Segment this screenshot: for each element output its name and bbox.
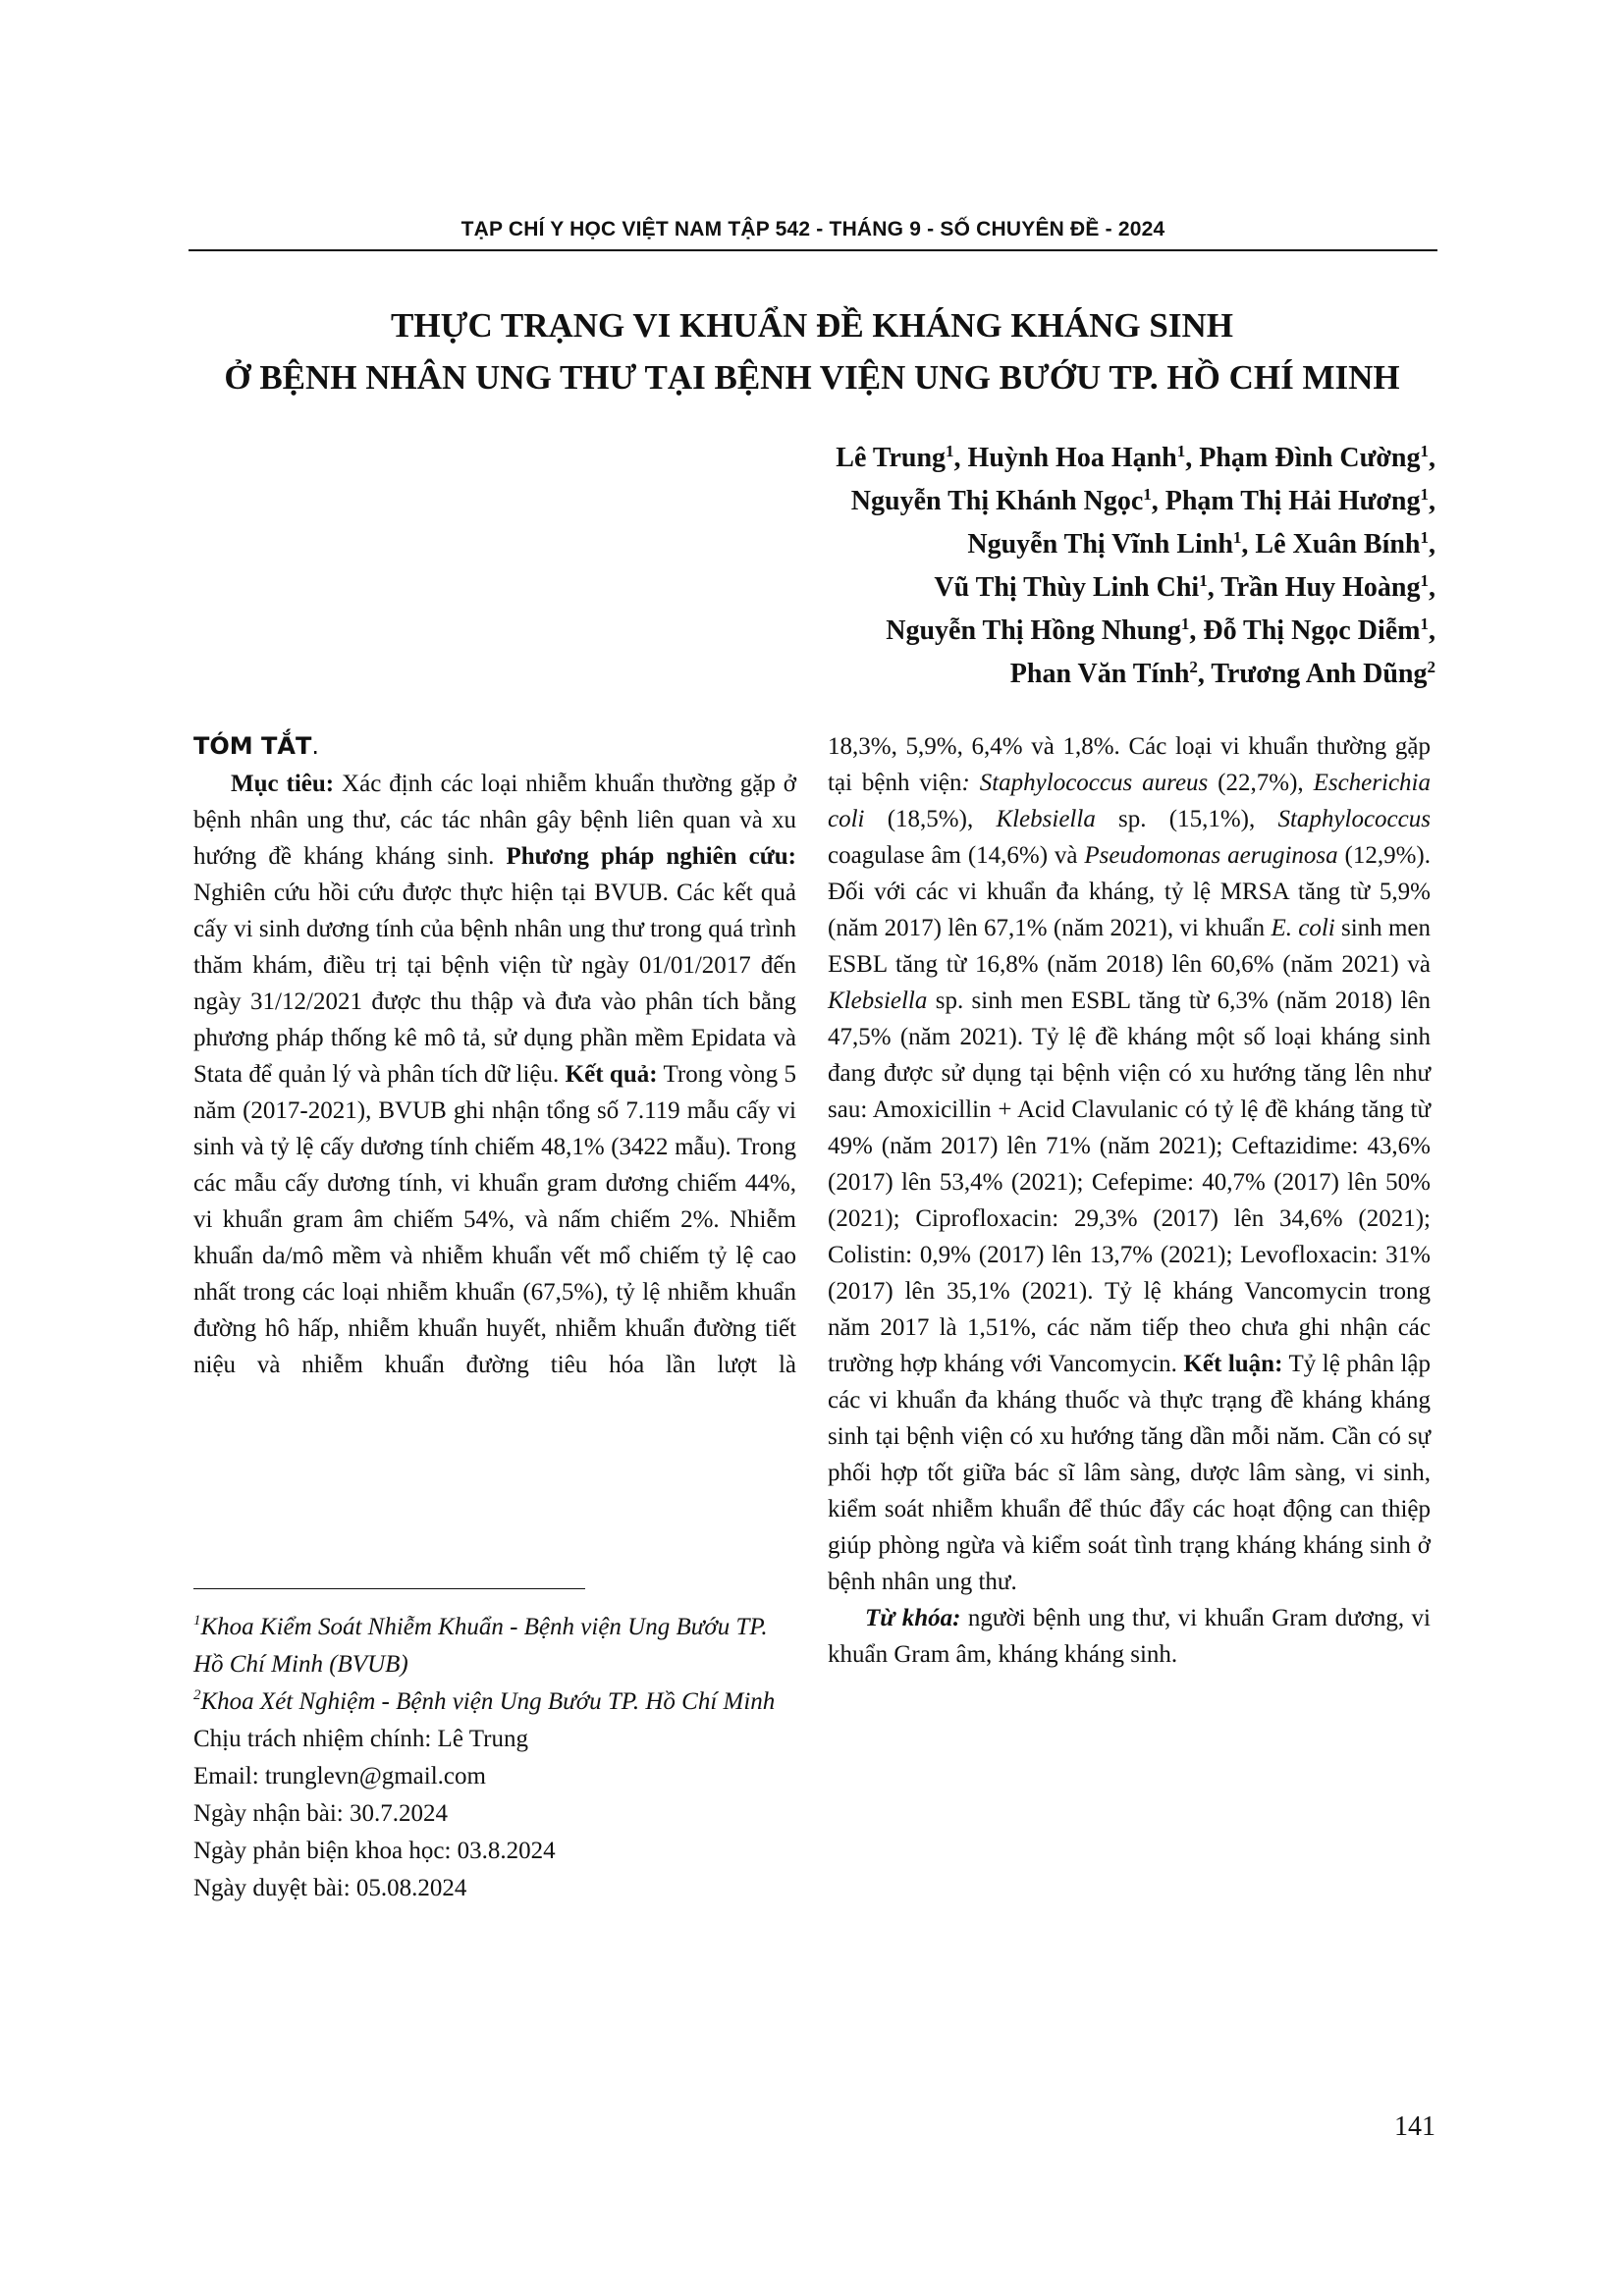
- author-name: Nguyễn Thị Khánh Ngọc: [850, 486, 1144, 516]
- author-name: Phạm Đình Cường: [1199, 443, 1421, 473]
- affiliation-mark: 1: [946, 442, 954, 460]
- author-line: Nguyễn Thị Khánh Ngọc$^1$, Phạm Thị Hải Hương$^1$,: [850, 485, 1435, 516]
- author-name: Lê Trung: [836, 443, 947, 473]
- author-name: Phạm Thị Hải Hương: [1164, 486, 1421, 516]
- footnotes: [193, 1609, 796, 1907]
- author-line: Phan Văn Tính$^2$, Trương Anh Dũng$^2$: [1009, 658, 1435, 689]
- author-line: Vũ Thị Thùy Linh Chi$^1$, Trần Huy Hoàng$^1$,: [934, 571, 1435, 603]
- species-name: Staphylococcus: [1277, 806, 1431, 832]
- affiliation-mark: 1: [1420, 614, 1429, 633]
- keywords: Từ khóa: người bệnh ung thư, vi khuẩn Gram dương, vi khuẩn Gram âm, kháng kháng sinh.: [828, 1605, 1431, 1668]
- abstract-heading: TÓM TẮT.: [193, 732, 319, 760]
- affiliation-mark: 1: [1420, 442, 1429, 460]
- author-name: Vũ Thị Thùy Linh Chi: [934, 572, 1200, 603]
- affiliation-mark: 1: [1420, 485, 1429, 504]
- abstract-paragraph: Mục tiêu: Xác định các loại nhiễm khuẩn thường gặp ở bệnh nhân ung thư, các tác nhân gây bệnh liên quan và xu hướng đề kháng kháng sinh. Phương pháp nghiên cứu: Nghiên cứu hồi cứu được thực hiện tại BVUB. Các kết quả cấy vi sinh dương tính của bệnh nhân ung thư trong quá trình thăm khám, điều trị tại bệnh viện từ ngày 01/01/2017 đến ngày 31/12/2021 được thu thập và đưa vào phân tích bằng phương pháp thống kê mô tả, sử dụng phần mềm Epidata và Stata để quản lý và phân tích dữ liệu. Kết quả: Trong vòng 5 năm (2017-2021), BVUB ghi nhận tổng số 7.119 mẫu cấy vi sinh và tỷ lệ cấy dương tính chiếm 48,1% (3422 mẫu). Trong các mẫu cấy dương tính, vi khuẩn gram dương chiếm 44%, vi khuẩn gram âm chiếm 54%, và nấm chiếm 2%. Nhiễm khuẩn da/mô mềm và nhiễm khuẩn vết mổ chiếm tỷ lệ cao nhất trong các loại nhiễm khuẩn (67,5%), tỷ lệ nhiễm khuẩn đường hô hấp, nhiễm khuẩn huyết, nhiễm khuẩn đường tiết niệu và nhiễm khuẩn đường tiêu hóa lần lượt là: [193, 771, 797, 1378]
- footnote-rule: [193, 1588, 585, 1589]
- objective-label: Mục tiêu:: [231, 771, 335, 797]
- species-name: Staphylococcus aureus: [979, 770, 1209, 796]
- species-name: E. coli: [1271, 915, 1335, 941]
- affiliation-2: $^2$Khoa Xét Nghiệm - Bệnh viện Ung Bướu TP. Hồ Chí Minh: [193, 1687, 776, 1715]
- author-name: Phan Văn Tính: [1009, 659, 1190, 689]
- abstract-paragraph-continued: 18,3%, 5,9%, 6,4% và 1,8%. Các loại vi khuẩn thường gặp tại bệnh viện: Staphylococcus aureus (22,7%), Escherichia coli (18,5%), Klebsiella sp. (15,1%), Staphylococcus coagulase âm (14,6%) và Pseudomonas aeruginosa (12,9%). Đối với các vi khuẩn đa kháng, tỷ lệ MRSA tăng từ 5,9% (năm 2017) lên 67,1% (năm 2021), vi khuẩn E. coli sinh men ESBL tăng từ 16,8% (năm 2018) lên 60,6% (năm 2021) và Klebsiella sp. sinh men ESBL tăng từ 6,3% (năm 2018) lên 47,5% (năm 2021). Tỷ lệ đề kháng một số loại kháng sinh đang được sử dụng tại bệnh viện có xu hướng tăng lên như sau: Amoxicillin + Acid Clavulanic có tỷ lệ đề kháng tăng từ 49% (năm 2017) lên 71% (năm 2021); Ceftazidime: 43,6% (2017) lên 53,4% (2021); Cefepime: 40,7% (2017) lên 50% (2021); Ciprofloxacin: 29,3% (2017) lên 34,6% (2021); Colistin: 0,9% (2017) lên 13,7% (2021); Levofloxacin: 31% (2017) lên 35,1% (2021). Tỷ lệ kháng Vancomycin trong năm 2017 là 1,51%, các năm tiếp theo chưa ghi nhận các trường hợp kháng với Vancomycin. Kết luận: Tỷ lệ phân lập các vi khuẩn đa kháng thuốc và thực trạng đề kháng kháng sinh tại bệnh viện có xu hướng tăng dần mỗi năm. Cần có sự phối hợp tốt giữa bác sĩ lâm sàng, dược lâm sàng, vi sinh, kiểm soát nhiễm khuẩn để thúc đẩy các hoạt động can thiệp giúp phòng ngừa và kiểm soát tình trạng kháng kháng sinh ở bệnh nhân ung thư.: [828, 733, 1432, 1595]
- author-name: Đỗ Thị Ngọc Diễm: [1203, 615, 1421, 646]
- title-line-1: THỰC TRẠNG VI KHUẨN ĐỀ KHÁNG KHÁNG SINH: [391, 306, 1233, 345]
- author-list: [552, 437, 1435, 696]
- method-label: Phương pháp nghiên cứu:: [506, 843, 796, 870]
- species-name: Klebsiella: [996, 806, 1096, 832]
- received-date: Ngày nhận bài: 30.7.2024: [193, 1800, 448, 1827]
- author-line: Nguyễn Thị Vĩnh Linh$^1$, Lê Xuân Bính$^1$,: [967, 528, 1435, 560]
- responsible-author: Chịu trách nhiệm chính: Lê Trung: [193, 1726, 528, 1752]
- affiliation-mark: 1: [1143, 485, 1152, 504]
- author-name: Trần Huy Hoàng: [1220, 572, 1421, 603]
- affiliation-mark: 1: [1420, 571, 1429, 590]
- species-name: Escherichia coli: [828, 770, 1431, 832]
- affiliation-mark: 2: [1427, 658, 1435, 676]
- species-name: Pseudomonas aeruginosa: [1084, 842, 1338, 869]
- article-title: [147, 299, 1477, 403]
- abstract-column-right: [828, 728, 1431, 1673]
- affiliation-mark: 1: [1180, 614, 1190, 633]
- author-name: Huỳnh Hoa Hạnh: [967, 443, 1177, 473]
- author-name: Trương Anh Dũng: [1211, 659, 1428, 689]
- author-name: Nguyễn Thị Vĩnh Linh: [967, 529, 1233, 560]
- abstract-column-left: [193, 728, 796, 1383]
- keywords-label: Từ khóa:: [865, 1605, 961, 1631]
- affiliation-mark: 2: [1189, 658, 1198, 676]
- author-line: Lê Trung$^1$, Huỳnh Hoa Hạnh$^1$, Phạm Đình Cường$^1$,: [836, 442, 1435, 473]
- contact-email: Email: trunglevn@gmail.com: [193, 1763, 486, 1789]
- page-number: 141: [1394, 2111, 1435, 2142]
- author-name: Lê Xuân Bính: [1255, 529, 1421, 560]
- author-line: Nguyễn Thị Hồng Nhung$^1$, Đỗ Thị Ngọc Diễm$^1$,: [886, 614, 1435, 646]
- affiliation-mark: 1: [1232, 528, 1242, 547]
- affiliation-mark: 1: [1420, 528, 1429, 547]
- species-name: Klebsiella: [828, 988, 928, 1014]
- results-label: Kết quả:: [565, 1061, 658, 1088]
- header-rule: [189, 249, 1437, 251]
- affiliation-1: $^1$Khoa Kiểm Soát Nhiễm Khuẩn - Bệnh viện Ung Bướu TP. Hồ Chí Minh (BVUB): [193, 1613, 768, 1678]
- title-line-2: Ở BỆNH NHÂN UNG THƯ TẠI BỆNH VIỆN UNG BƯỚU TP. HỒ CHÍ MINH: [224, 358, 1400, 397]
- running-header: TẠP CHÍ Y HỌC VIỆT NAM TẬP 542 - THÁNG 9 - SỐ CHUYÊN ĐỀ - 2024: [460, 218, 1165, 240]
- conclusion-label: Kết luận:: [1183, 1351, 1283, 1377]
- accepted-date: Ngày duyệt bài: 05.08.2024: [193, 1875, 467, 1901]
- author-name: Nguyễn Thị Hồng Nhung: [886, 615, 1181, 646]
- review-date: Ngày phản biện khoa học: 03.8.2024: [193, 1838, 556, 1864]
- affiliation-mark: 1: [1176, 442, 1186, 460]
- affiliation-mark: 1: [1199, 571, 1208, 590]
